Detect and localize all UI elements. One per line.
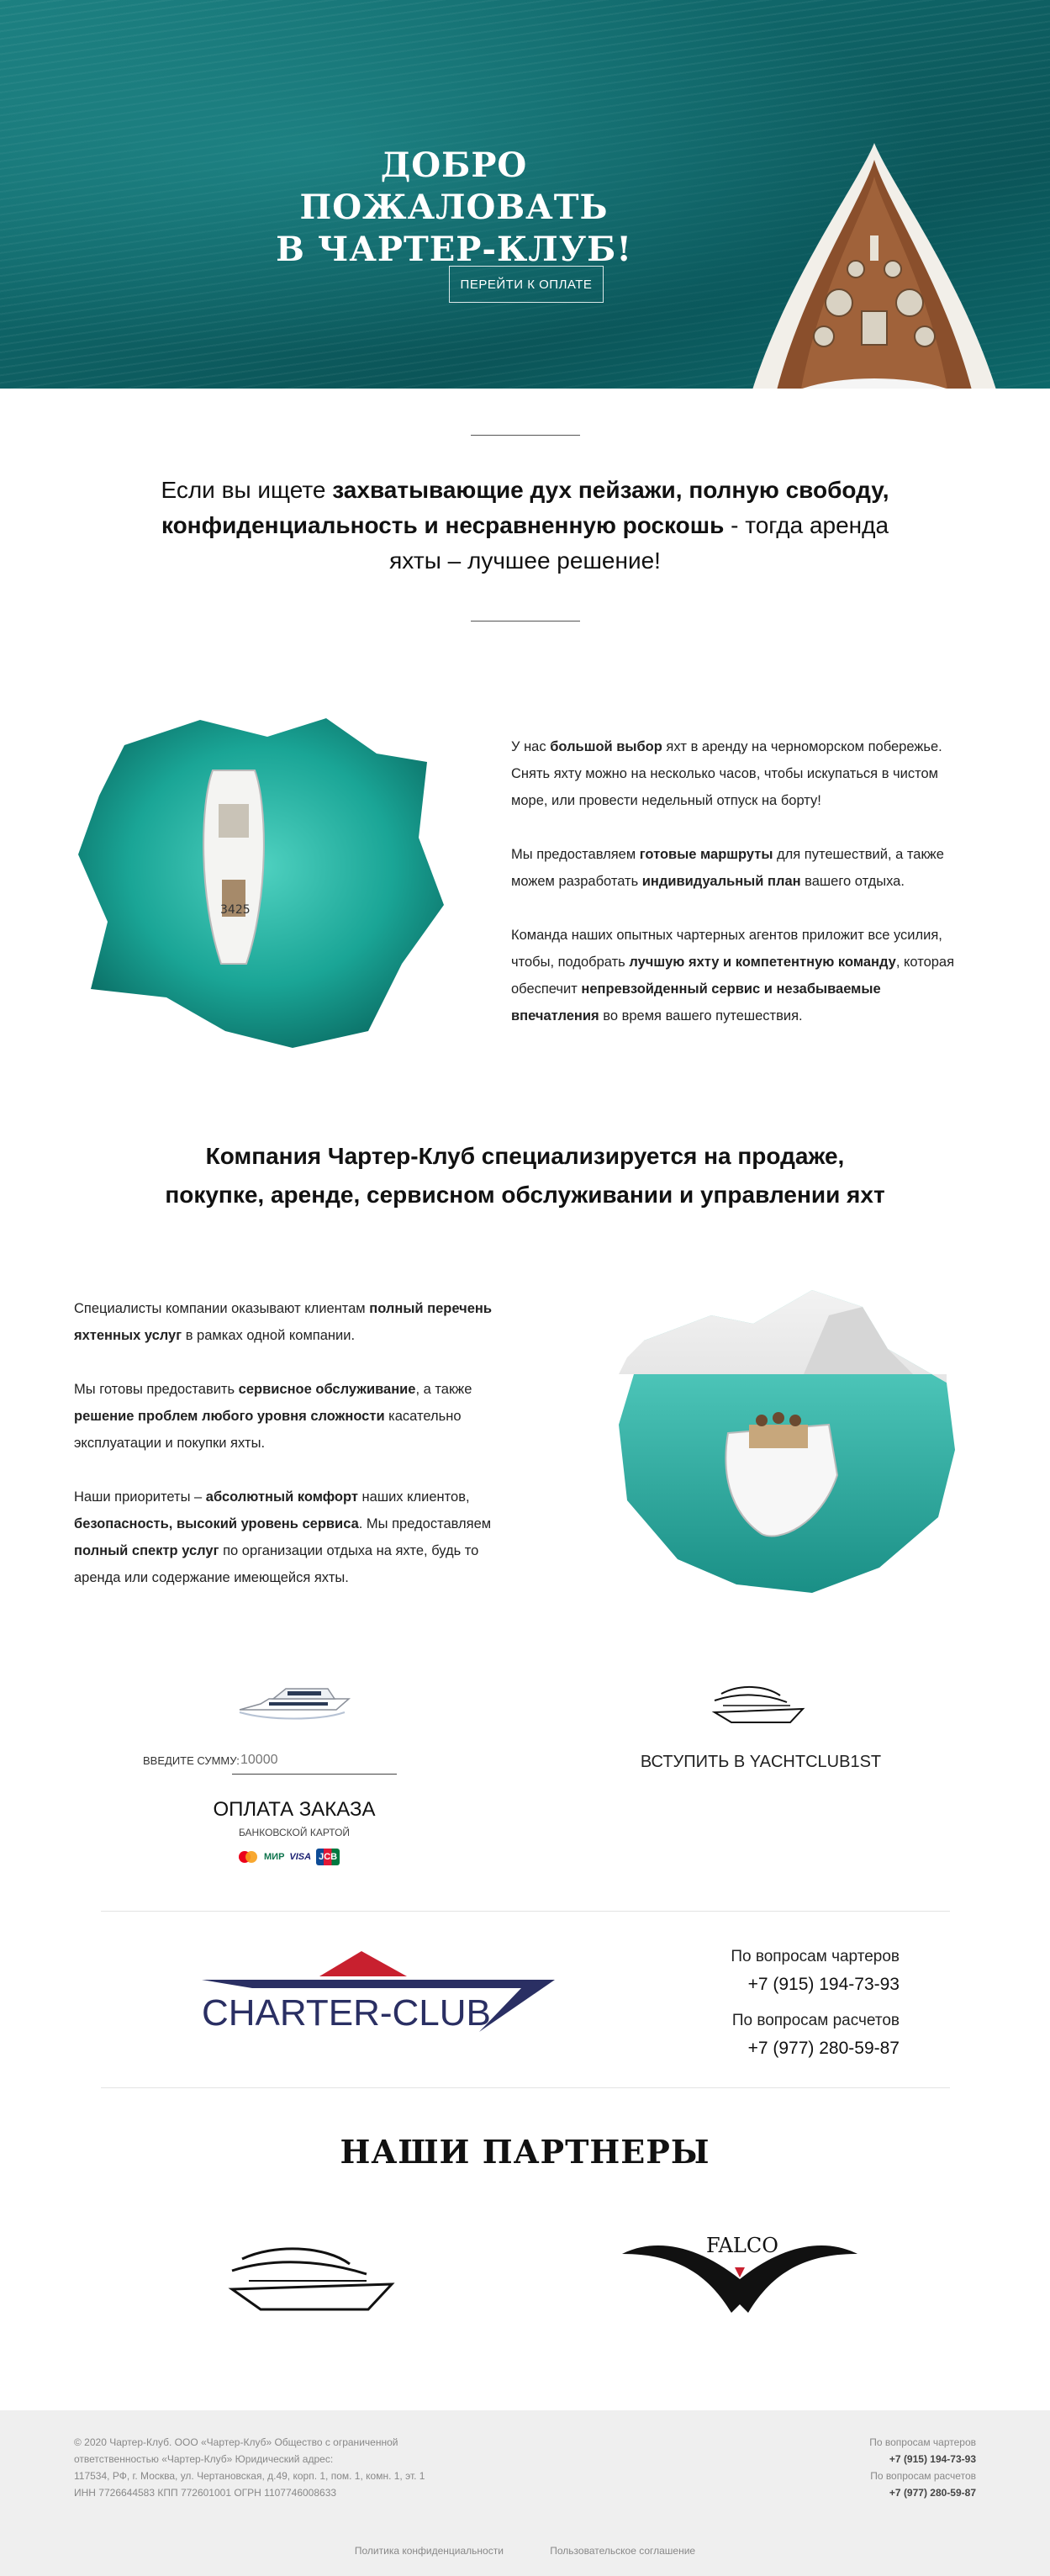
highlight: лучшую яхту и компетентную команду bbox=[629, 955, 896, 970]
intro-post: - тогда аренда яхты – лучшее решение! bbox=[389, 512, 889, 574]
block2-paragraph1 bbox=[74, 1295, 528, 1349]
logo-text: CHARTER-CLUB bbox=[202, 1992, 491, 2034]
highlight: полный перечень яхтенных услуг bbox=[74, 1301, 492, 1343]
block2-paragraph3 bbox=[74, 1484, 528, 1591]
partner-yachtclub-logo[interactable] bbox=[224, 2237, 400, 2321]
user-agreement-link[interactable]: Пользовательское соглашение bbox=[550, 2545, 696, 2557]
divider-top bbox=[471, 435, 580, 436]
text: яхт в аренду на черноморском побережье. Снять яхту можно на несколько часов, чтобы искупаться в чистом море, или провести недельный отпуск на борту! bbox=[511, 739, 942, 808]
sum-input[interactable] bbox=[232, 1746, 397, 1775]
block1-paragraph1 bbox=[511, 733, 965, 814]
highlight: полный спектр услуг bbox=[74, 1543, 219, 1558]
mir-icon: МИР bbox=[264, 1852, 285, 1862]
text: Наши приоритеты – bbox=[74, 1489, 206, 1505]
block1-text bbox=[511, 733, 965, 1056]
divider bbox=[101, 2087, 950, 2088]
company-heading-line1: Компания Чартер-Клуб специализируется на продаже, bbox=[205, 1143, 845, 1169]
charter-label: По вопросам чартеров bbox=[731, 1948, 900, 1965]
highlight: индивидуальный план bbox=[641, 874, 801, 889]
block1-paragraph3 bbox=[511, 922, 965, 1029]
visa-icon: VISA bbox=[289, 1852, 312, 1862]
highlight: абсолютный комфорт bbox=[205, 1489, 358, 1505]
yacht-icon bbox=[235, 1672, 353, 1731]
footer-line: 117534, РФ, г. Москва, ул. Чертановская, д.49, корп. 1, пом. 1, комн. 1, эт. 1 bbox=[74, 2470, 425, 2482]
hero-banner bbox=[0, 0, 1050, 389]
intro-text bbox=[151, 473, 899, 579]
text: , которая обеспечит bbox=[511, 955, 955, 997]
partners-title: НАШИ ПАРТНЕРЫ bbox=[340, 2133, 710, 2171]
footer-charter-phone[interactable]: +7 (915) 194-73-93 bbox=[889, 2453, 976, 2465]
highlight: решение проблем любого уровня сложности bbox=[74, 1409, 385, 1424]
yacht-lagoon-image bbox=[610, 1282, 963, 1601]
highlight: непревзойденный сервис и незабываемые впечатления bbox=[511, 981, 881, 1024]
text: , а также bbox=[415, 1382, 472, 1397]
text: Мы предоставляем bbox=[511, 847, 640, 862]
text: наших клиентов, bbox=[357, 1489, 470, 1505]
yacht-bow-image bbox=[731, 135, 1017, 389]
block2-text bbox=[74, 1295, 528, 1618]
footer-line: ответственностью «Чартер-Клуб» Юридический адрес: bbox=[74, 2453, 334, 2465]
charter-contacts bbox=[689, 1948, 900, 1995]
falco-text: FALCO bbox=[706, 2234, 778, 2257]
footer bbox=[0, 2410, 1050, 2576]
privacy-policy-link[interactable]: Политика конфиденциальности bbox=[354, 2545, 504, 2557]
footer-charter-label: По вопросам чартеров bbox=[869, 2436, 976, 2448]
payment-title: ОПЛАТА ЗАКАЗА bbox=[213, 1798, 376, 1821]
text: по организации отдыха на яхте, будь то аренда или содержание имеющейся яхты. bbox=[74, 1543, 479, 1585]
hero-title-line2: В ЧАРТЕР-КЛУБ! bbox=[276, 230, 632, 269]
intro-highlight: захватывающие дух пейзажи, полную свободу, конфиденциальность и несравненную роскошь bbox=[161, 477, 889, 538]
footer-payment-label: По вопросам расчетов bbox=[870, 2470, 976, 2482]
text: вашего отдыха. bbox=[800, 874, 905, 889]
payment-methods bbox=[237, 1849, 340, 1865]
text: Мы готовы предоставить bbox=[74, 1382, 239, 1397]
join-yachtclub-link[interactable]: ВСТУПИТЬ В YACHTCLUB1ST bbox=[640, 1753, 882, 1771]
go-to-payment-button[interactable]: ПЕРЕЙТИ К ОПЛАТЕ bbox=[449, 266, 604, 303]
divider bbox=[101, 1911, 950, 1912]
footer-legal bbox=[74, 2434, 427, 2501]
hero-title-line1: ДОБРО ПОЖАЛОВАТЬ bbox=[299, 145, 609, 227]
sum-label: ВВЕДИТЕ СУММУ: bbox=[143, 1754, 240, 1767]
partner-falco-logo[interactable] bbox=[622, 2220, 857, 2321]
yachtclub-logo-icon[interactable] bbox=[706, 1679, 815, 1729]
block2-paragraph2 bbox=[74, 1376, 528, 1457]
text: касательно эксплуатации и покупки яхты. bbox=[74, 1409, 462, 1451]
payment-label: По вопросам расчетов bbox=[731, 2012, 900, 2029]
block1-paragraph2 bbox=[511, 841, 965, 895]
footer-line: © 2020 Чартер-Клуб. ООО «Чартер-Клуб» Общество с ограниченной bbox=[74, 2436, 398, 2448]
text: Специалисты компании оказывают клиентам bbox=[74, 1301, 370, 1316]
footer-line: ИНН 7726644583 КПП 772601001 ОГРН 1107746008633 bbox=[74, 2487, 337, 2499]
text: в рамках одной компании. bbox=[182, 1328, 356, 1343]
text: для путешествий, а также можем разработать bbox=[511, 847, 944, 889]
company-heading-line2: покупке, аренде, сервисном обслуживании и управлении яхт bbox=[165, 1182, 885, 1208]
logo-red-sail bbox=[319, 1951, 407, 1976]
footer-links bbox=[0, 2545, 1050, 2557]
payment-phone[interactable]: +7 (977) 280-59-87 bbox=[747, 2039, 900, 2058]
svg-text:3425: 3425 bbox=[220, 903, 251, 917]
footer-payment-phone[interactable]: +7 (977) 280-59-87 bbox=[889, 2487, 976, 2499]
text: Команда наших опытных чартерных агентов приложит все усилия, чтобы, подобрать bbox=[511, 928, 942, 970]
footer-contacts bbox=[791, 2434, 976, 2501]
text: во время вашего путешествия. bbox=[599, 1008, 803, 1024]
company-heading bbox=[151, 1137, 899, 1214]
jcb-icon: JCB bbox=[316, 1849, 340, 1865]
charter-club-logo bbox=[202, 1948, 555, 2040]
highlight: большой выбор bbox=[550, 739, 662, 754]
charter-phone[interactable]: +7 (915) 194-73-93 bbox=[747, 1975, 900, 1994]
intro-pre: Если вы ищете bbox=[161, 477, 333, 503]
divider-bottom bbox=[471, 621, 580, 622]
text: У нас bbox=[511, 739, 551, 754]
highlight: готовые маршруты bbox=[639, 847, 773, 862]
highlight: сервисное обслуживание bbox=[238, 1382, 416, 1397]
highlight: безопасность, высокий уровень сервиса bbox=[74, 1516, 359, 1531]
hero-title bbox=[235, 145, 673, 271]
yacht-aerial-image bbox=[74, 711, 452, 1056]
payment-contacts bbox=[689, 2012, 900, 2059]
text: . Мы предоставляем bbox=[358, 1516, 492, 1531]
mastercard-icon bbox=[237, 1849, 259, 1865]
payment-subtitle: БАНКОВСКОЙ КАРТОЙ bbox=[238, 1827, 351, 1838]
